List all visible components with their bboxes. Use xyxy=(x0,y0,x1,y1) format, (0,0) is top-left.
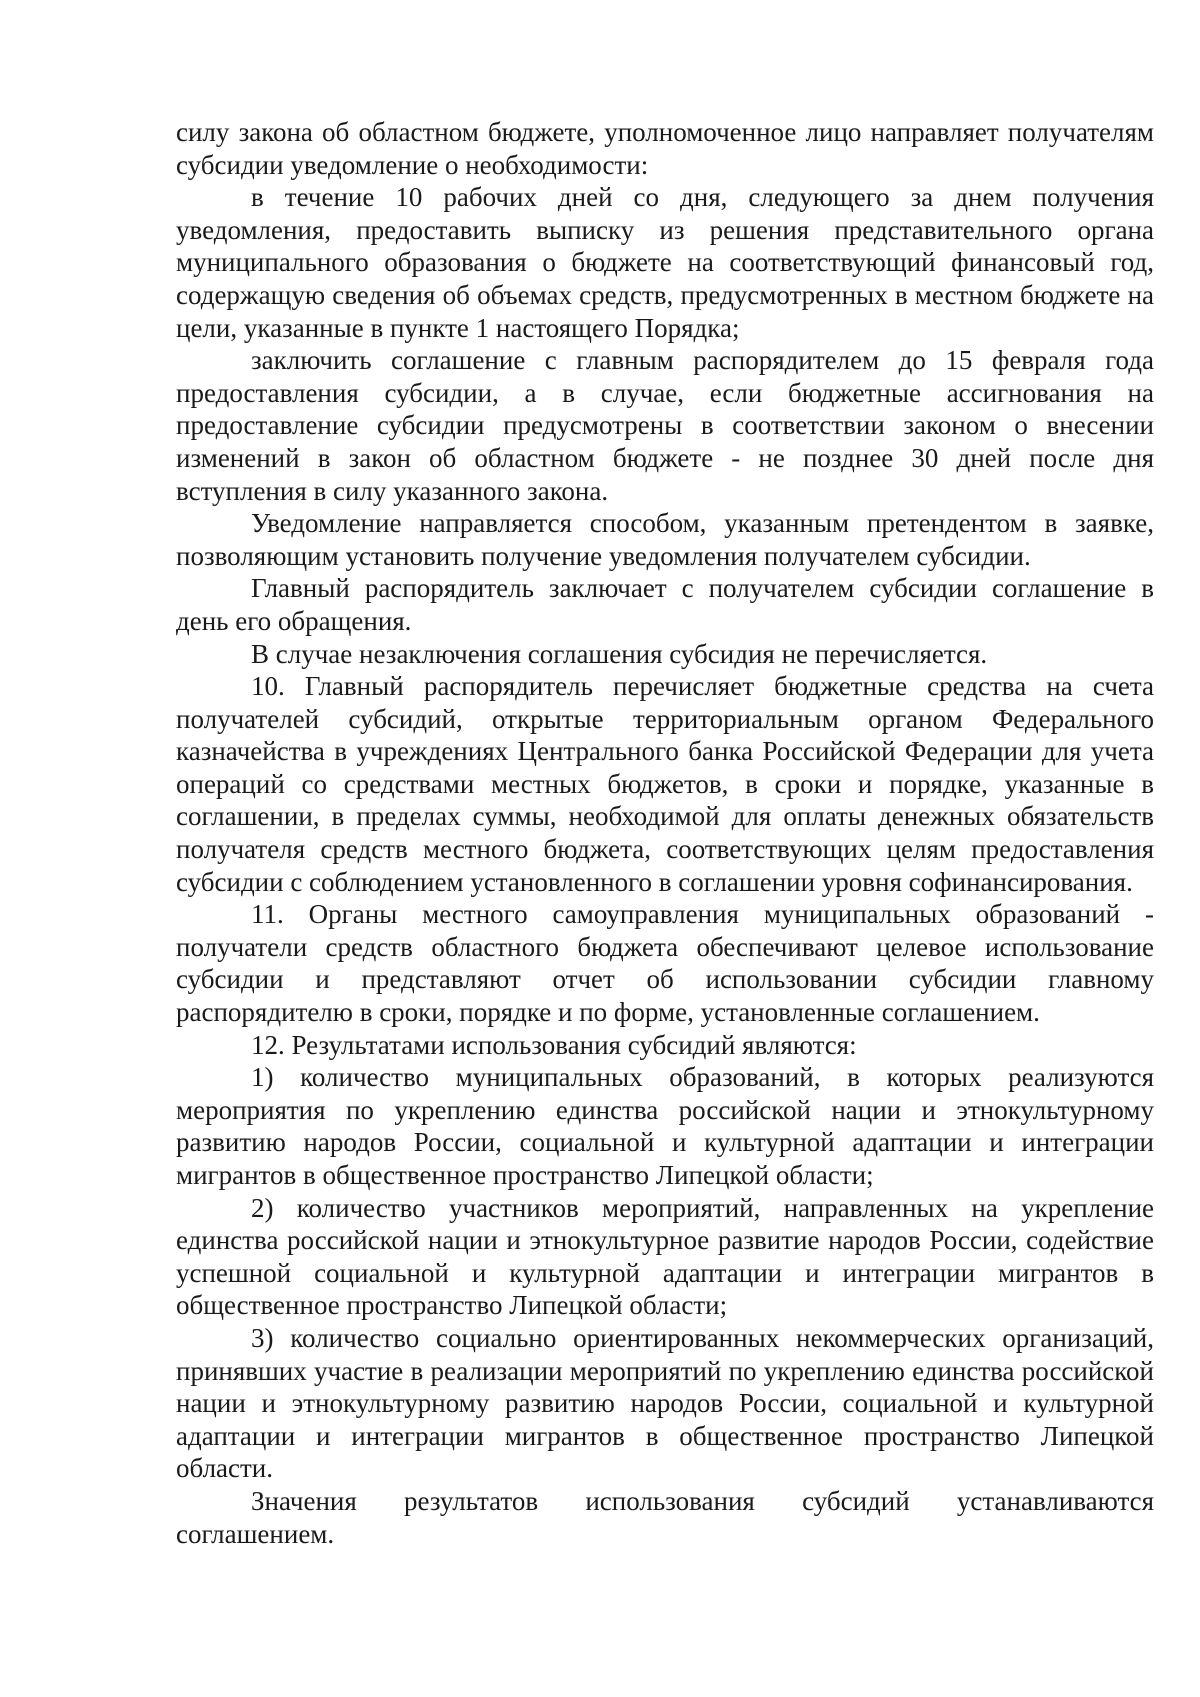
paragraph-8: 11. Органы местного самоуправления муниципальных образований - получатели средств областного бюджета обеспечивают целевое использование субсидии и представляют отчет об использовании субсидии главному распорядителю в сроки, порядке и по форме, установленные соглашением. xyxy=(176,899,1154,1028)
paragraph-6: В случае незаключения соглашения субсидия не перечисляется. xyxy=(251,638,988,669)
document-body xyxy=(176,116,1154,1550)
paragraph-1: силу закона об областном бюджете, уполномоченное лицо направляет получателям субсидии уведомление о необходимости: xyxy=(176,117,1154,180)
paragraph-4: Уведомление направляется способом, указанным претендентом в заявке, позволяющим установить получение уведомления получателем субсидии. xyxy=(176,508,1154,571)
paragraph-11: 2) количество участников мероприятий, направленных на укрепление единства российской нации и этнокультурное развитие народов России, содействие успешной социальной и культурной адаптации и интеграции мигрантов в общественное пространство Липецкой области; xyxy=(176,1192,1154,1321)
paragraph-7: 10. Главный распорядитель перечисляет бюджетные средства на счета получателей субсидий, открытые территориальным органом Федерального казначейства в учреждениях Центрального банка Российской Федерации для учета операций со средствами местных бюджетов, в сроки и порядке, указанные в соглашении, в пределах суммы, необходимой для оплаты денежных обязательств получателя средств местного бюджета, соответствующих целям предоставления субсидии с соблюдением установленного в соглашении уровня софинансирования. xyxy=(176,671,1154,897)
paragraph-2: в течение 10 рабочих дней со дня, следующего за днем получения уведомления, предоставить выписку из решения представительного органа муниципального образования о бюджете на соответствующий финансовый год, содержащую сведения об объемах средств, предусмотренных в местном бюджете на цели, указанные в пункте 1 настоящего Порядка; xyxy=(176,182,1154,343)
paragraph-12: 3) количество социально ориентированных некоммерческих организаций, принявших участие в реализации мероприятий по укреплению единства российской нации и этнокультурному развитию народов России, социальной и культурной адаптации и интеграции мигрантов в общественное пространство Липецкой области. xyxy=(176,1322,1154,1484)
paragraph-10: 1) количество муниципальных образований, в которых реализуются мероприятия по укреплению единства российской нации и этнокультурному развитию народов России, социальной и культурной адаптации и интеграции мигрантов в общественное пространство Липецкой области; xyxy=(176,1062,1154,1190)
paragraph-9: 12. Результатами использования субсидий являются: xyxy=(251,1029,857,1060)
paragraph-5: Главный распорядитель заключает с получателем субсидии соглашение в день его обращения. xyxy=(176,573,1154,636)
paragraph-3: заключить соглашение с главным распорядителем до 15 февраля года предоставления субсидии, а в случае, если бюджетные ассигнования на предоставление субсидии предусмотрены в соответствии законом о внесении изменений в закон об областном бюджете - не позднее 30 дней после дня вступления в силу указанного закона. xyxy=(176,345,1154,506)
paragraph-13: Значения результатов использования субсидий устанавливаются соглашением. xyxy=(176,1485,1154,1549)
